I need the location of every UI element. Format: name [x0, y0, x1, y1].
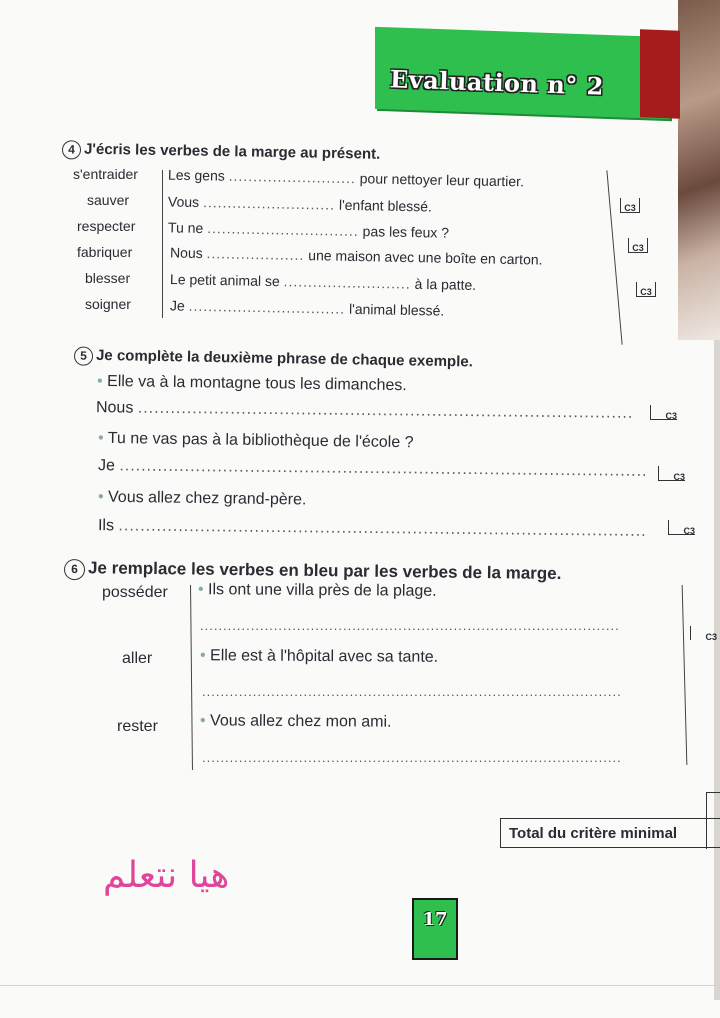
q6-answer-line-3: ...........................................................................................	[202, 750, 622, 765]
q5-title	[74, 347, 473, 373]
arabic-watermark: هيا نتعلم	[103, 855, 230, 896]
q5-answer-3: Ils .................................................................................................	[97, 517, 647, 540]
q4-margin-line	[162, 170, 163, 318]
page-number: 17	[412, 898, 458, 960]
q6-title-text: Je remplace les verbes en bleu par les verbes de la marge.	[87, 558, 562, 584]
total-score-cell	[706, 792, 720, 849]
q4-criterion-3: C3	[636, 282, 656, 297]
page-title: Evaluation n° 2	[389, 64, 605, 101]
q4-sentence-2: Vous ........................... l'enfant blessé.	[167, 193, 433, 215]
q4-verb-5: blesser	[85, 270, 131, 286]
q5-example-1: • Elle va à la montagne tous les dimanches.	[96, 372, 407, 395]
q4-verb-3: respecter	[77, 218, 136, 234]
q5-answer-1: Nous ...........................................................................................	[95, 399, 634, 422]
q4-sentence-3: Tu ne ............................... pas les feux ?	[167, 219, 450, 241]
q4-sentence-4: Nous .................... une maison avec une boîte en carton.	[169, 244, 543, 268]
q5-criterion-1: C3	[650, 405, 677, 420]
q5-title-text: Je complète la deuxième phrase de chaque exemple.	[95, 346, 473, 371]
q4-sentence-6: Je ................................ l'animal blessé.	[169, 297, 445, 319]
q4-verb-2: sauver	[87, 192, 130, 208]
q4-sentence-5: Le petit animal se .......................... à la patte.	[169, 271, 477, 293]
q6-criterion-1: C3	[690, 626, 717, 640]
q4-number: 4	[62, 140, 81, 159]
photo-edge	[678, 0, 720, 340]
page-bottom-edge	[0, 985, 720, 986]
total-criterion-box: Total du critère minimal	[500, 818, 720, 848]
page-edge	[714, 340, 720, 1000]
q4-verb-6: soigner	[85, 296, 131, 312]
q6-answer-line-1: ...........................................................................................	[200, 618, 620, 633]
q6-sentence-3: • Vous allez chez mon ami.	[199, 712, 392, 731]
q6-sentence-1: • Ils ont une villa près de la plage.	[197, 581, 437, 600]
q4-title	[62, 140, 381, 165]
q5-criterion-3: C3	[668, 520, 695, 535]
q6-verb-1: posséder	[102, 584, 168, 601]
q6-margin-line	[190, 585, 193, 770]
q5-example-3: • Vous allez chez grand-père.	[97, 488, 307, 509]
q6-right-border	[682, 585, 688, 765]
q5-answer-2: Je .................................................................................................	[97, 457, 648, 480]
q4-criterion-2: C3	[628, 238, 648, 253]
q4-verb-1: s'entraider	[73, 166, 138, 182]
q6-sentence-2: • Elle est à l'hôpital avec sa tante.	[199, 647, 439, 666]
q6-number: 6	[64, 559, 85, 580]
q6-answer-line-2: ...........................................................................................	[202, 684, 622, 699]
banner-accent	[640, 29, 680, 118]
q4-right-border	[606, 170, 622, 344]
q5-criterion-2: C3	[658, 466, 685, 481]
q4-title-text: J'écris les verbes de la marge au présent.	[83, 140, 381, 163]
q6-verb-2: aller	[122, 650, 153, 667]
q4-verb-4: fabriquer	[77, 244, 133, 260]
q4-sentence-1: Les gens .......................... pour nettoyer leur quartier.	[167, 166, 525, 190]
q4-criterion-1: C3	[620, 198, 640, 213]
q5-example-2: • Tu ne vas pas à la bibliothèque de l'école ?	[97, 429, 414, 452]
q5-number: 5	[74, 347, 93, 366]
q6-verb-3: rester	[117, 718, 158, 735]
